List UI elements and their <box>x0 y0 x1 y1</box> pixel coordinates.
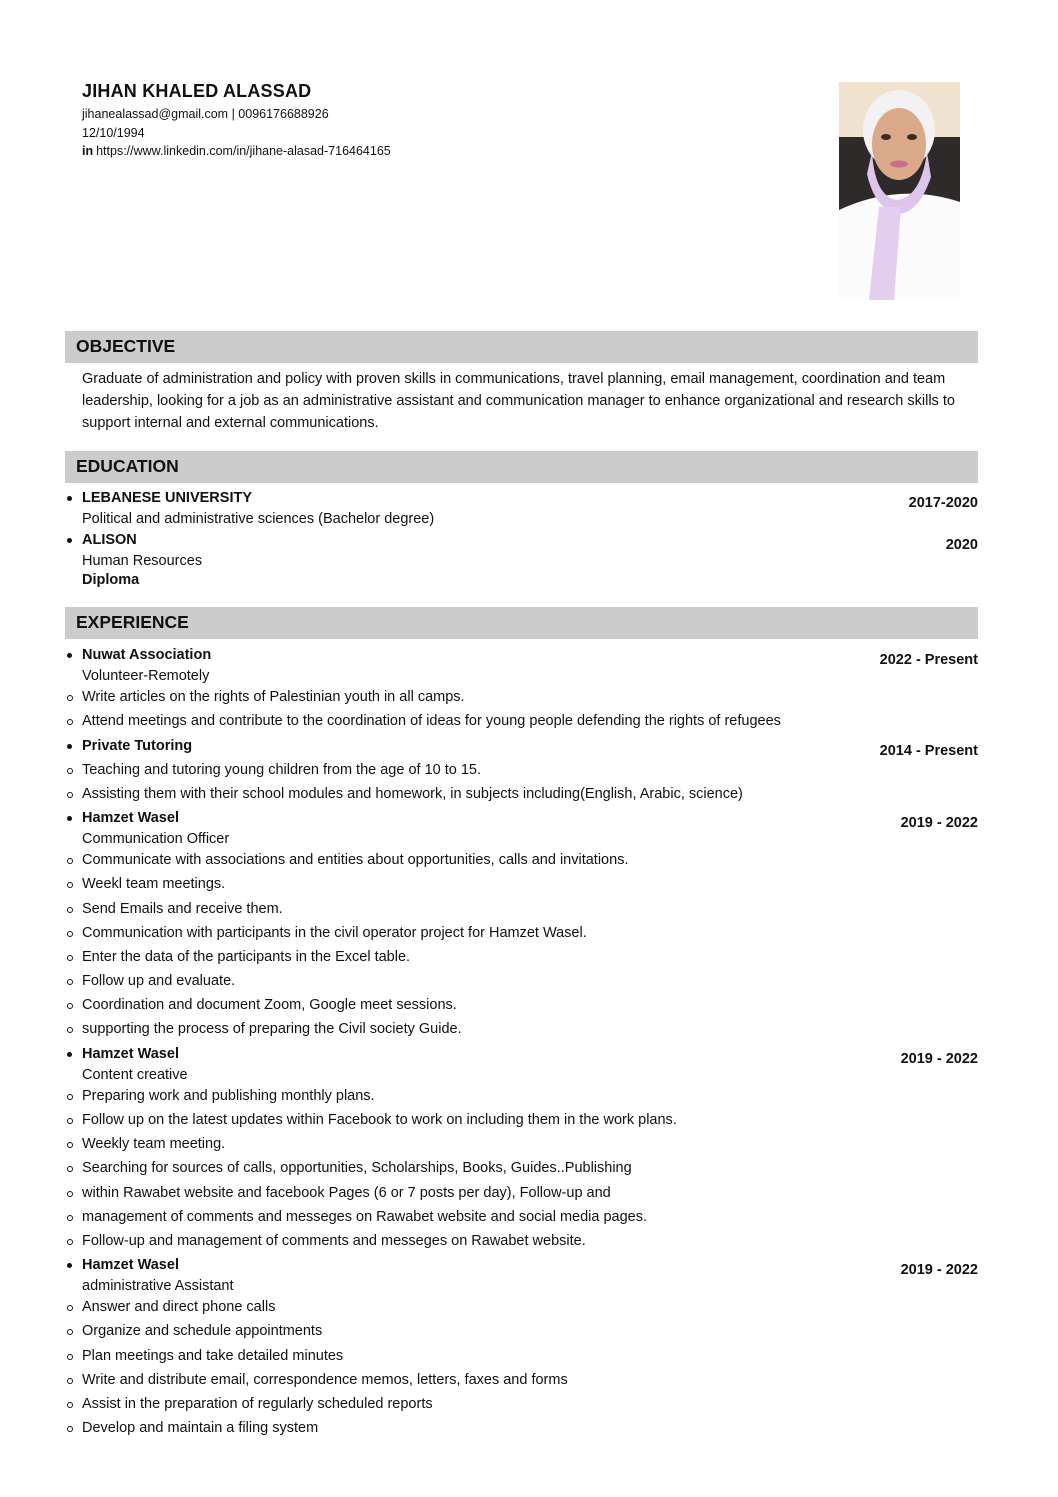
role-title: Volunteer-Remotely <box>82 668 210 684</box>
bullet-text: Write and distribute email, correspondence memos, letters, faxes and forms <box>82 1372 568 1388</box>
bullet-text: Follow up on the latest updates within Facebook to work on including them in the work plans. <box>82 1112 677 1128</box>
bullet-text: Attend meetings and contribute to the coordination of ideas for young people defending the rights of refugees <box>82 713 781 729</box>
resume-header <box>82 80 391 161</box>
bullet-text: Assist in the preparation of regularly scheduled reports <box>82 1396 433 1412</box>
degree-text: Human Resources <box>82 553 203 569</box>
date-of-birth: 12/10/1994 <box>82 125 145 140</box>
section-title: EXPERIENCE <box>76 612 189 632</box>
experience-date: 2019 - 2022 <box>900 1051 978 1067</box>
bullet-text: Teaching and tutoring young children from the age of 10 to 15. <box>82 762 482 778</box>
linkedin-line <box>82 142 391 161</box>
organization-name: Private Tutoring <box>82 738 193 754</box>
section-title: OBJECTIVE <box>76 336 176 356</box>
bullet-text: Weekl team meetings. <box>82 876 226 892</box>
bullet-text: Assisting them with their school modules and homework, in subjects including(English, Arabic, science) <box>82 786 743 802</box>
bullet-text: Develop and maintain a filing system <box>82 1420 319 1436</box>
diploma-text: Diploma <box>82 572 140 588</box>
role-title: Communication Officer <box>82 831 230 847</box>
bullet-text: Weekly team meeting. <box>82 1136 226 1152</box>
role-title: administrative Assistant <box>82 1278 234 1294</box>
institution-name: ALISON <box>82 532 137 548</box>
section-title: EDUCATION <box>76 456 179 476</box>
bullet-text: Follow-up and management of comments and messeges on Rawabet website. <box>82 1233 586 1249</box>
bullet-text: Follow up and evaluate. <box>82 973 236 989</box>
experience-date: 2022 - Present <box>879 652 978 668</box>
bullet-text: Preparing work and publishing monthly plans. <box>82 1088 375 1104</box>
linkedin-icon: in <box>82 144 94 158</box>
bullet-text: within Rawabet website and facebook Pages (6 or 7 posts per day), Follow-up and <box>82 1185 611 1201</box>
section-header-education <box>65 451 978 483</box>
contact-line: jihanealassad@gmail.com | 0096176688926 <box>82 107 329 121</box>
bullet-text: Enter the data of the participants in the Excel table. <box>82 949 411 965</box>
bullet-text: supporting the process of preparing the Civil society Guide. <box>82 1021 462 1037</box>
education-date: 2020 <box>945 537 978 553</box>
bullet-text: Answer and direct phone calls <box>82 1299 276 1315</box>
bullet-text: Communicate with associations and entities about opportunities, calls and invitations. <box>82 852 629 868</box>
organization-name: Nuwat Association <box>82 647 212 663</box>
organization-name: Hamzet Wasel <box>82 1046 179 1062</box>
bullet-text: Searching for sources of calls, opportunities, Scholarships, Books, Guides..Publishing <box>82 1160 632 1176</box>
role-title: Content creative <box>82 1067 188 1083</box>
objective-text: Graduate of administration and policy with proven skills in communications, travel planning, email management, coordination and team leadership, looking for a job as an administrative assistant and communication manager to enhance organizational and research skills to support internal and external communications. <box>82 371 955 431</box>
linkedin-url[interactable]: https://www.linkedin.com/in/jihane-alasad-716464165 <box>96 144 391 158</box>
organization-name: Hamzet Wasel <box>82 810 179 826</box>
bullet-text: Organize and schedule appointments <box>82 1323 323 1339</box>
section-header-experience <box>65 607 978 639</box>
bullet-text: Write articles on the rights of Palestinian youth in all camps. <box>82 689 465 705</box>
institution-name: LEBANESE UNIVERSITY <box>82 490 252 506</box>
bullet-text: Communication with participants in the civil operator project for Hamzet Wasel. <box>82 925 587 941</box>
bullet-text: Plan meetings and take detailed minutes <box>82 1348 344 1364</box>
bullet-text: management of comments and messeges on Rawabet website and social media pages. <box>82 1209 648 1225</box>
organization-name: Hamzet Wasel <box>82 1257 179 1273</box>
experience-date: 2019 - 2022 <box>900 815 978 831</box>
experience-date: 2014 - Present <box>879 743 978 759</box>
profile-photo <box>839 82 960 300</box>
portrait-icon <box>839 82 960 300</box>
education-date: 2017-2020 <box>908 495 978 511</box>
section-header-objective <box>65 331 978 363</box>
candidate-name: JIHAN KHALED ALASSAD <box>82 81 312 101</box>
experience-date: 2019 - 2022 <box>900 1262 978 1278</box>
bullet-text: Send Emails and receive them. <box>82 901 283 917</box>
degree-text: Political and administrative sciences (Bachelor degree) <box>82 511 435 527</box>
bullet-text: Coordination and document Zoom, Google meet sessions. <box>82 997 457 1013</box>
